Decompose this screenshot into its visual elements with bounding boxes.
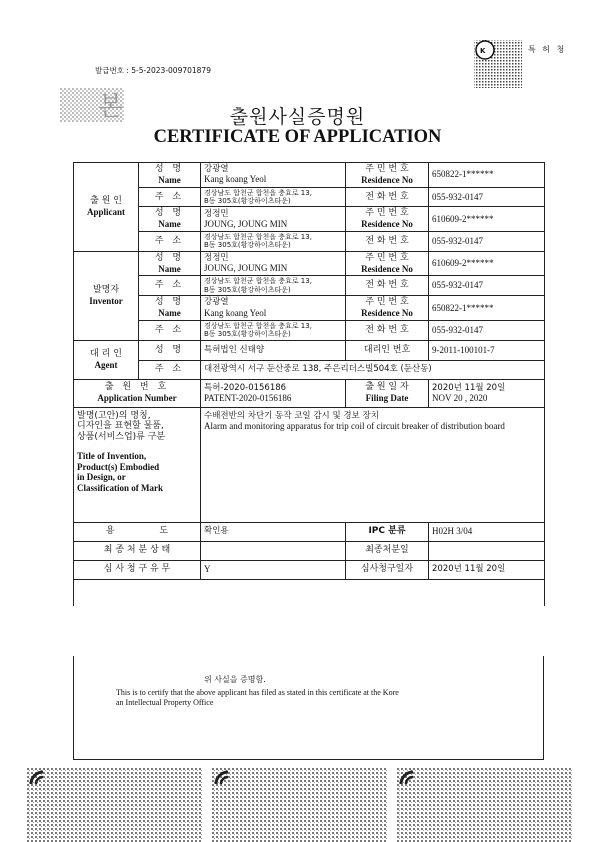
invention-title: 수배전반의 차단기 동작 코일 감시 및 경보 장치 Alarm and monitoring apparatus for trip coil of circuit breaker of distribution board bbox=[201, 407, 545, 522]
invention-title-label: 발명(고안)의 명칭, 디자인을 표현할 물품, 상품(서비스업)류 구분 Title of Invention, Product(s) Embodied in Design, or Classification of Mark bbox=[74, 407, 201, 522]
applicant-2-name-row bbox=[74, 207, 545, 232]
certificate-table bbox=[73, 162, 545, 606]
phone-label: 전 화 번 호 bbox=[346, 187, 429, 207]
applicant-1-name-row bbox=[74, 163, 545, 188]
resno-label: 주 민 번 호 Residence No bbox=[346, 296, 429, 321]
inventor-section-label: 발명자 Inventor bbox=[74, 251, 139, 340]
inventor-2-name-row bbox=[74, 296, 545, 321]
name-label: 성 명 Name bbox=[139, 163, 201, 188]
final-status-label: 최 종 처 분 상 태 bbox=[74, 541, 201, 560]
name-label: 성 명 Name bbox=[139, 207, 201, 232]
applicant-1-phone: 055-932-0147 bbox=[429, 187, 545, 207]
certification-box bbox=[73, 656, 544, 760]
agent-name-row bbox=[74, 340, 545, 360]
inventor-1-name-row bbox=[74, 251, 545, 276]
exam-date-value: 2020년 11월 20일 bbox=[429, 560, 545, 579]
name-label: 성 명 bbox=[139, 340, 201, 360]
agent-number: 9-2011-100101-7 bbox=[429, 340, 545, 360]
inventor-1-phone: 055-932-0147 bbox=[429, 276, 545, 296]
agency-name: 특 허 청 bbox=[528, 45, 567, 54]
applicant-1-name: 강광열 Kang koang Yeol bbox=[201, 163, 346, 188]
application-number: 특허-2020-0156186 PATENT-2020-0156186 bbox=[201, 379, 346, 407]
svg-text:K: K bbox=[480, 47, 486, 55]
use-value: 확인용 bbox=[201, 522, 346, 541]
inventor-1-address-row bbox=[74, 276, 545, 296]
application-number-row bbox=[74, 379, 545, 407]
final-date-label: 최종처분일 bbox=[346, 541, 429, 560]
applicant-2-phone: 055-932-0147 bbox=[429, 231, 545, 251]
applicant-2-address-row bbox=[74, 231, 545, 251]
applicant-section-label: 출 원 인 Applicant bbox=[74, 163, 139, 252]
final-status-row bbox=[74, 541, 545, 560]
issue-number: 발급번호 : 5-5-2023-009701879 bbox=[95, 66, 211, 75]
certification-korean: 위 사실을 증명함. bbox=[204, 675, 266, 684]
inventor-1-name: 정정민 JOUNG, JOUNG MIN bbox=[201, 251, 346, 276]
title-english: CERTIFICATE OF APPLICATION bbox=[153, 127, 442, 147]
agent-address-row bbox=[74, 360, 545, 379]
address-label: 주 소 bbox=[139, 187, 201, 207]
inventor-2-address-row bbox=[74, 320, 545, 340]
kipo-logo bbox=[470, 36, 526, 92]
filing-date: 2020년 11월 20일 NOV 20 , 2020 bbox=[429, 379, 545, 407]
final-date-value bbox=[429, 541, 545, 560]
address-label: 주 소 bbox=[139, 231, 201, 251]
use-label: 용 도 bbox=[74, 522, 201, 541]
applicant-1-address-row bbox=[74, 187, 545, 207]
use-row bbox=[74, 522, 545, 541]
blank-spacer-row bbox=[74, 579, 545, 606]
agent-no-label: 대리인 번호 bbox=[346, 340, 429, 360]
inventor-2-name: 강광열 Kang koang Yeol bbox=[201, 296, 346, 321]
phone-label: 전 화 번 호 bbox=[346, 231, 429, 251]
agent-name: 특허법인 신태양 bbox=[201, 340, 346, 360]
security-pattern-left bbox=[27, 768, 203, 842]
exam-request-value: Y bbox=[201, 560, 346, 579]
security-pattern-middle bbox=[212, 768, 388, 842]
ipc-label: IPC 분류 bbox=[346, 522, 429, 541]
applicant-2-address: 경상남도 합천군 합천읍 충효로 13, B동 305호(황강하이츠타운) bbox=[201, 231, 346, 251]
ipc-value: H02H 3/04 bbox=[429, 522, 545, 541]
resno-label: 주 민 번 호 Residence No bbox=[346, 251, 429, 276]
applicant-1-resno: 650822-1****** bbox=[429, 163, 545, 188]
applicant-2-name: 정정민 JOUNG, JOUNG MIN bbox=[201, 207, 346, 232]
applicant-2-resno: 610609-2****** bbox=[429, 207, 545, 232]
inventor-2-resno: 650822-1****** bbox=[429, 296, 545, 321]
blank-cell bbox=[74, 579, 545, 606]
name-label: 성 명 Name bbox=[139, 296, 201, 321]
address-label: 주 소 bbox=[139, 276, 201, 296]
inventor-2-address: 경상남도 합천군 합천읍 충효로 13, B동 305호(황강하이츠타운) bbox=[201, 320, 346, 340]
certification-english: This is to certify that the above applicant has filed as stated in this certificate at the Kore an Intellectual Property Office bbox=[116, 688, 399, 708]
address-label: 주 소 bbox=[139, 320, 201, 340]
agent-address: 대전광역시 서구 둔산중로 138, 주은리더스빌504호 (둔산동) bbox=[201, 360, 545, 379]
exam-request-label: 심 사 청 구 유 무 bbox=[74, 560, 201, 579]
inventor-1-resno: 610609-2****** bbox=[429, 251, 545, 276]
inventor-2-phone: 055-932-0147 bbox=[429, 320, 545, 340]
exam-request-row bbox=[74, 560, 545, 579]
phone-label: 전 화 번 호 bbox=[346, 276, 429, 296]
seal-char: 본 bbox=[98, 92, 124, 122]
agent-section-label: 대 리 인 Agent bbox=[74, 340, 139, 379]
filing-date-label: 출 원 일 자 Filing Date bbox=[346, 379, 429, 407]
resno-label: 주 민 번 호 Residence No bbox=[346, 207, 429, 232]
name-label: 성 명 Name bbox=[139, 251, 201, 276]
title-korean: 출원사실증명원 bbox=[229, 106, 366, 128]
exam-date-label: 심사청구일자 bbox=[346, 560, 429, 579]
inventor-1-address: 경상남도 합천군 합천읍 충효로 13, B동 305호(황강하이츠타운) bbox=[201, 276, 346, 296]
address-label: 주 소 bbox=[139, 360, 201, 379]
resno-label: 주 민 번 호 Residence No bbox=[346, 163, 429, 188]
invention-title-row bbox=[74, 407, 545, 522]
applicant-1-address: 경상남도 합천군 합천읍 충효로 13, B동 305호(황강하이츠타운) bbox=[201, 187, 346, 207]
appno-label: 출 원 번 호 Application Number bbox=[74, 379, 201, 407]
phone-label: 전 화 번 호 bbox=[346, 320, 429, 340]
security-pattern-right bbox=[397, 768, 573, 842]
final-status-value bbox=[201, 541, 346, 560]
